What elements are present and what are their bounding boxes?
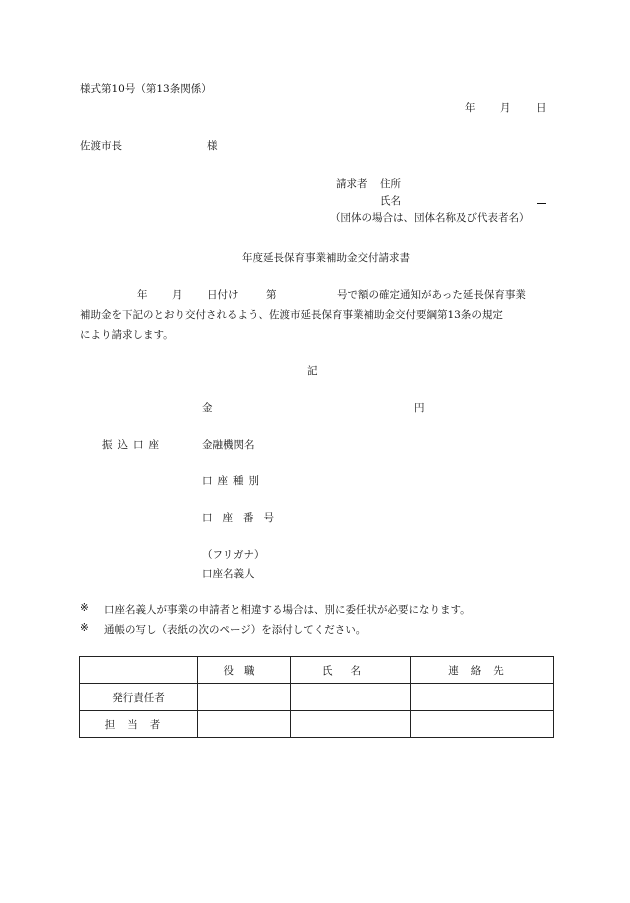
body-year: 年 xyxy=(137,289,148,301)
body-dai: 第 xyxy=(266,289,277,301)
amount-label: 金 xyxy=(202,402,213,414)
table-header-corner xyxy=(80,657,198,684)
requester-name-label: 氏名 xyxy=(380,195,401,207)
requester-address-label: 住所 xyxy=(380,178,401,190)
date-month-label: 月 xyxy=(500,102,511,114)
table-cell-contact[interactable] xyxy=(411,684,554,711)
body-day: 日付け xyxy=(207,289,239,301)
table-cell-position[interactable] xyxy=(198,711,291,738)
requester-note: （団体の場合は、団体名称及び代表者名） xyxy=(330,212,530,224)
body-month: 月 xyxy=(172,289,183,301)
table-cell-contact[interactable] xyxy=(411,711,554,738)
table-row xyxy=(80,711,554,738)
note-mark: ※ xyxy=(80,622,89,634)
bank-furigana-label: （フリガナ） xyxy=(202,549,265,561)
addressee-honorific: 様 xyxy=(207,140,218,152)
body-line2: 補助金を下記のとおり交付されるよう、佐渡市延長保育事業補助金交付要綱第13条の規定 xyxy=(80,309,503,321)
requester-label: 請求者 xyxy=(336,178,368,190)
responsibility-table xyxy=(79,656,554,738)
table-header-row xyxy=(80,657,554,684)
ki-heading: 記 xyxy=(307,365,318,377)
body-line1-rest: 号で額の確定通知があった延長保育事業 xyxy=(337,289,526,301)
table-header-position: 役職 xyxy=(198,657,291,684)
form-number: 様式第10号（第13条関係） xyxy=(80,83,212,95)
signature-line xyxy=(537,203,546,204)
note-mark: ※ xyxy=(80,602,89,614)
note-text: 通帳の写し（表紙の次のページ）を添付してください。 xyxy=(104,624,367,636)
amount-unit: 円 xyxy=(414,402,425,414)
bank-holder-label: 口座名義人 xyxy=(202,568,255,580)
table-row xyxy=(80,684,554,711)
row-label-issuer: 発行責任者 xyxy=(80,684,198,711)
document-title: 年度延長保育事業補助金交付請求書 xyxy=(242,252,410,264)
table-cell-position[interactable] xyxy=(198,684,291,711)
bank-account-type-label: 口座種別 xyxy=(202,475,264,487)
addressee-name: 佐渡市長 xyxy=(80,140,122,152)
note-text: 口座名義人が事業の申請者と相違する場合は、別に委任状が必要になります。 xyxy=(104,604,471,616)
table-header-contact: 連絡先 xyxy=(411,657,554,684)
table-header-name: 氏名 xyxy=(291,657,411,684)
table-cell-name[interactable] xyxy=(291,684,411,711)
bank-account-number-label: 口座番号 xyxy=(202,512,284,524)
date-year-label: 年 xyxy=(465,102,476,114)
bank-institution-label: 金融機関名 xyxy=(202,439,255,451)
row-label-staff: 担当者 xyxy=(80,711,198,738)
date-day-label: 日 xyxy=(536,102,547,114)
body-line3: により請求します。 xyxy=(80,329,174,341)
table-cell-name[interactable] xyxy=(291,711,411,738)
bank-section-label: 振込口座 xyxy=(102,439,164,451)
